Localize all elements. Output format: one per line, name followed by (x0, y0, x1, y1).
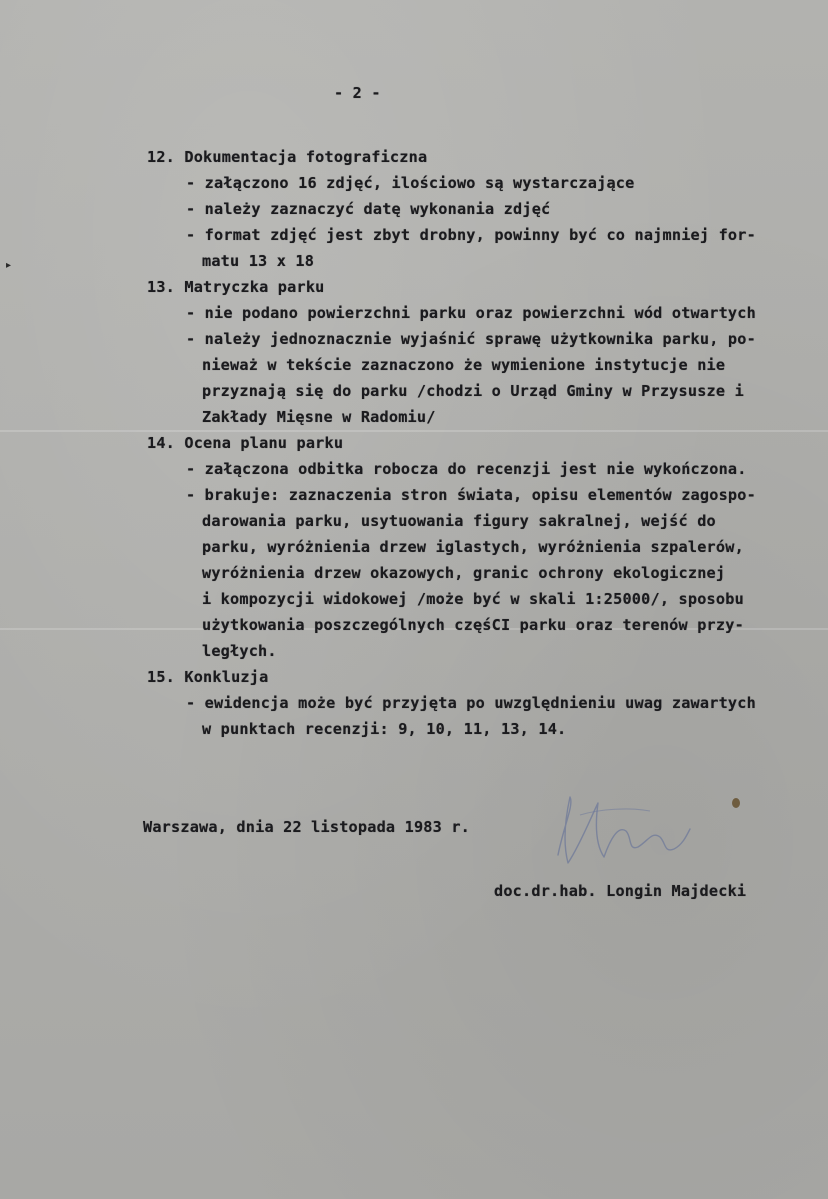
list-item: - załączona odbitka robocza do recenzji jest nie wykończona. (186, 460, 747, 478)
page-number: - 2 - (334, 84, 381, 102)
list-item: - format zdjęć jest zbyt drobny, powinny być co najmniej for- (186, 226, 756, 244)
list-item-continuation: Zakłady Mięsne w Radomiu/ (202, 408, 436, 426)
list-item-continuation: w punktach recenzji: 9, 10, 11, 13, 14. (202, 720, 567, 738)
list-item: - należy zaznaczyć datę wykonania zdjęć (186, 200, 551, 218)
paper-fold (0, 430, 828, 432)
list-item-continuation: darowania parku, usytuowania figury sakralnej, wejść do (202, 512, 716, 530)
list-item: - brakuje: zaznaczenia stron świata, opisu elementów zagospo- (186, 486, 756, 504)
list-item-continuation: przyznają się do parku /chodzi o Urząd Gminy w Przysusze i (202, 382, 744, 400)
list-item: - załączono 16 zdjęć, ilościowo są wystarczające (186, 174, 635, 192)
list-item-continuation: wyróżnienia drzew okazowych, granic ochrony ekologicznej (202, 564, 726, 582)
margin-mark: ▸ (6, 260, 12, 271)
place-date: Warszawa, dnia 22 listopada 1983 r. (143, 818, 471, 836)
ink-spot (732, 798, 740, 808)
list-item-continuation: ległych. (202, 642, 277, 660)
list-item-continuation: matu 13 x 18 (202, 252, 315, 270)
list-item-continuation: nieważ w tekście zaznaczono że wymienione instytucje nie (202, 356, 726, 374)
section-heading-15: 15. Konkluzja (147, 668, 269, 686)
section-heading-13: 13. Matryczka parku (147, 278, 325, 296)
list-item: - należy jednoznacznie wyjaśnić sprawę użytkownika parku, po- (186, 330, 756, 348)
section-heading-12: 12. Dokumentacja fotograficzna (147, 148, 428, 166)
list-item: - nie podano powierzchni parku oraz powierzchni wód otwartych (186, 304, 756, 322)
list-item: - ewidencja może być przyjęta po uwzględnieniu uwag zawartych (186, 694, 756, 712)
signature (540, 785, 710, 885)
section-heading-14: 14. Ocena planu parku (147, 434, 344, 452)
list-item-continuation: i kompozycji widokowej /może być w skali 1:25000/, sposobu (202, 590, 744, 608)
author-name: doc.dr.hab. Longin Majdecki (494, 882, 747, 900)
list-item-continuation: użytkowania poszczególnych częśCI parku oraz terenów przy- (202, 616, 744, 634)
list-item-continuation: parku, wyróżnienia drzew iglastych, wyróżnienia szpalerów, (202, 538, 744, 556)
